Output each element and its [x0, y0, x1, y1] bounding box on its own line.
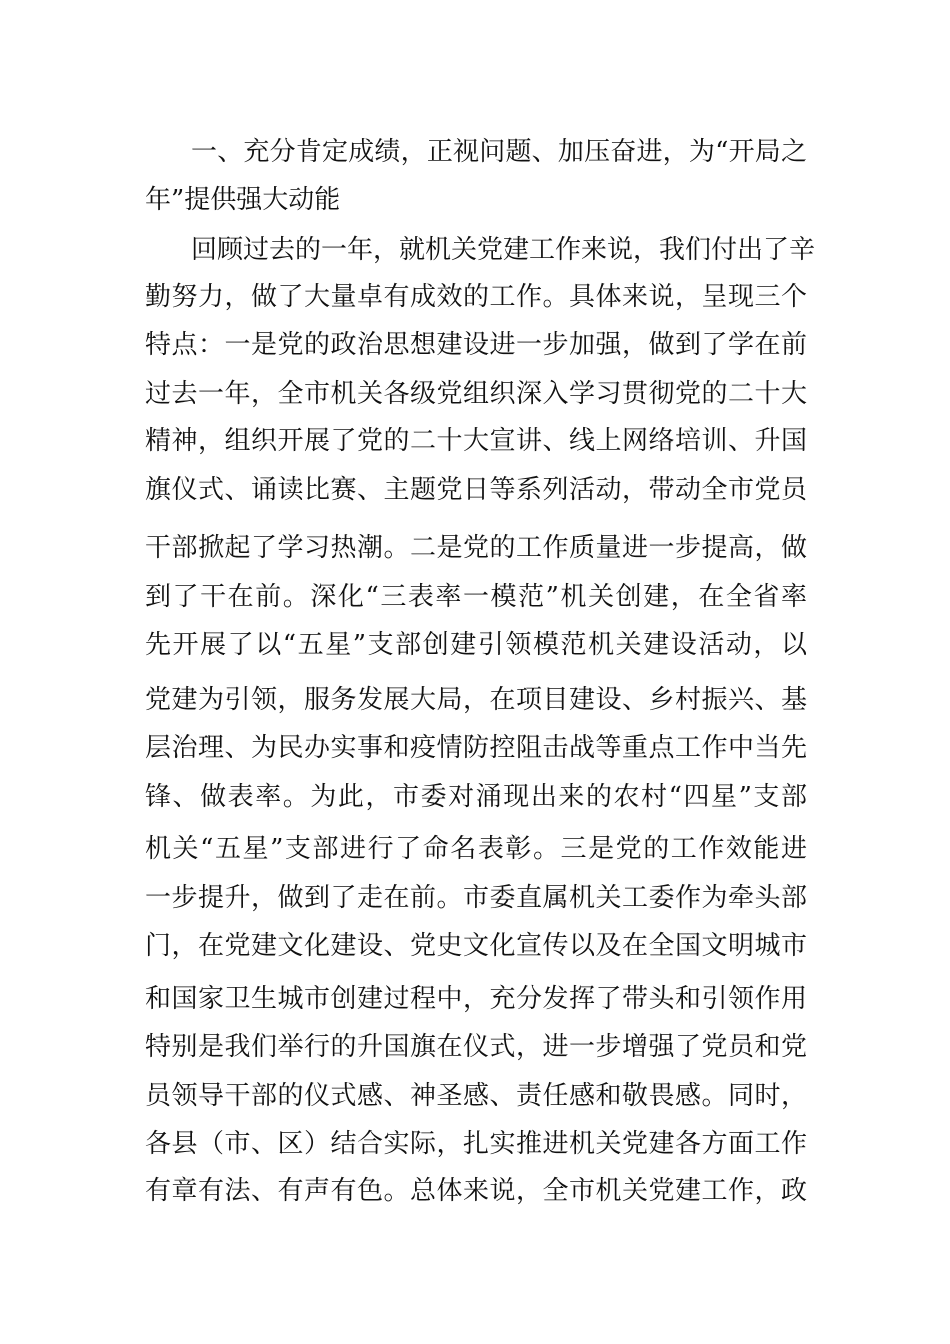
paragraph-line: 一步提升，做到了走在前。市委直属机关工委作为牵头部	[145, 883, 807, 913]
paragraph-line: 精神，组织开展了党的二十大宣讲、线上网络培训、升国	[145, 426, 807, 456]
paragraph-line: 旗仪式、诵读比赛、主题党日等系列活动，带动全市党员	[145, 475, 807, 505]
paragraph-line: 和国家卫生城市创建过程中，充分发挥了带头和引领作用	[145, 984, 807, 1014]
paragraph-line: 过去一年，全市机关各级党组织深入学习贯彻党的二十大	[145, 379, 807, 409]
paragraph-line: 回顾过去的一年，就机关党建工作来说，我们付出了辛	[191, 235, 816, 265]
paragraph-line: 各县（市、区）结合实际，扎实推进机关党建各方面工作	[145, 1129, 807, 1159]
paragraph-line: 特别是我们举行的升国旗在仪式，进一步增强了党员和党	[145, 1032, 807, 1062]
paragraph-line: 先开展了以“五星”支部创建引领模范机关建设活动，以	[145, 630, 807, 660]
paragraph-line: 门，在党建文化建设、党史文化宣传以及在全国文明城市	[145, 931, 807, 961]
paragraph-line: 员领导干部的仪式感、神圣感、责任感和敬畏感。同时，	[145, 1081, 807, 1111]
paragraph-line: 层治理、为民办实事和疫情防控阻击战等重点工作中当先	[145, 733, 807, 763]
paragraph-line: 党建为引领，服务发展大局，在项目建设、乡村振兴、基	[145, 685, 807, 715]
section-heading-line: 一、充分肯定成绩，正视问题、加压奋进，为“开局之	[191, 137, 807, 167]
paragraph-line: 有章有法、有声有色。总体来说，全市机关党建工作，政	[145, 1176, 807, 1206]
paragraph-line: 干部掀起了学习热潮。二是党的工作质量进一步提高，做	[145, 533, 807, 563]
paragraph-line: 特点：一是党的政治思想建设进一步加强，做到了学在前	[145, 330, 807, 360]
section-heading-line: 年”提供强大动能	[145, 185, 341, 215]
paragraph-line: 机关“五星”支部进行了命名表彰。三是党的工作效能进	[145, 834, 807, 864]
paragraph-line: 到了干在前。深化“三表率一模范”机关创建，在全省率	[145, 582, 807, 612]
paragraph-line: 勤努力，做了大量卓有成效的工作。具体来说，呈现三个	[145, 282, 807, 312]
paragraph-line: 锋、做表率。为此，市委对涌现出来的农村“四星”支部	[145, 782, 807, 812]
